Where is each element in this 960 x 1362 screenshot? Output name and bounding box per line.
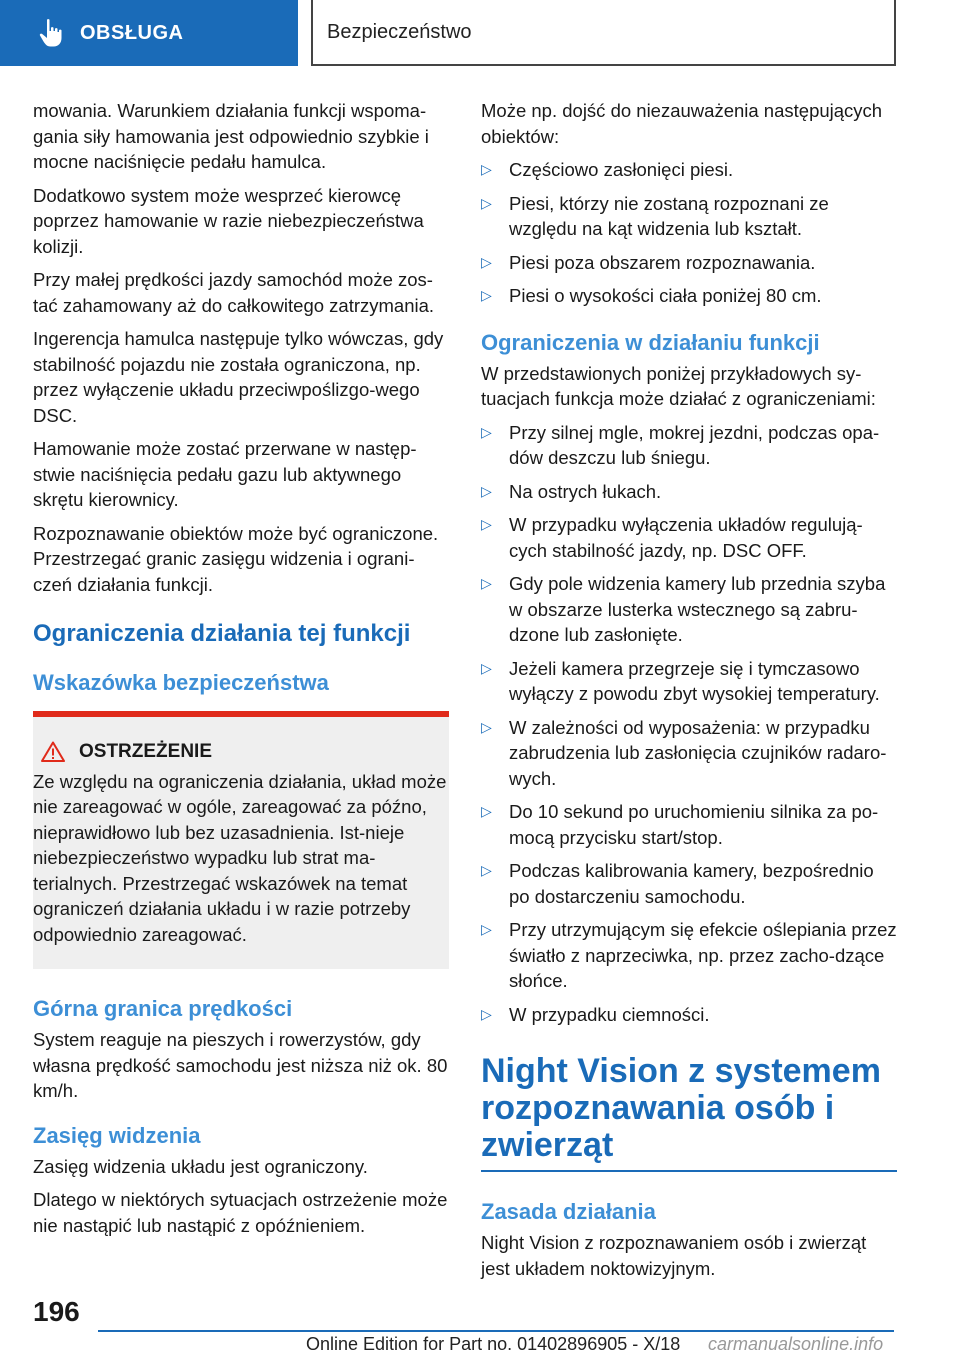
subheading-operating-principle: Zasada działania bbox=[481, 1199, 656, 1224]
list-item: ▷ Na ostrych łukach. bbox=[481, 479, 897, 505]
paragraph: Może np. dojść do niezauważenia następujących obiektów: bbox=[481, 100, 883, 147]
warning-title-text: OSTRZEŻENIE bbox=[79, 741, 213, 762]
bullet-triangle-icon: ▷ bbox=[481, 161, 492, 177]
list-item: ▷ W przypadku ciemności. bbox=[481, 1002, 897, 1028]
bullet-triangle-icon: ▷ bbox=[481, 482, 492, 499]
paragraph: Ingerencja hamulca następuje tylko wówczas, gdy stabilność pojazdu nie została ograniczona, np. przez wyłączenie układu przeciwpoślizgo-wego DSC. bbox=[33, 328, 444, 426]
list-item: ▷ Jeżeli kamera przegrzeje się i tymczasowo wyłączy z powodu zbyt wysokiej temperatury. bbox=[481, 657, 880, 704]
list-item: ▷ Do 10 sekund po uruchomieniu silnika za po-mocą przycisku start/stop. bbox=[481, 801, 879, 848]
paragraph: mowania. Warunkiem działania funkcji wspoma-gania siły hamowania jest odpowiednio szybkie i mocne naciśnięcie pedału hamulca. bbox=[33, 100, 429, 172]
bullet-triangle-icon: ▷ bbox=[481, 253, 492, 270]
subheading-function-limitations: Ograniczenia w działaniu funkcji bbox=[481, 329, 820, 355]
warning-title bbox=[33, 739, 449, 765]
warning-box bbox=[33, 711, 449, 969]
footer-divider bbox=[98, 1330, 894, 1332]
bullet-triangle-icon: ▷ bbox=[481, 287, 492, 303]
paragraph: Hamowanie może zostać przerwane w następ-stwie naciśnięcia pedału gazu lub aktywnego skrętu kierownicy. bbox=[33, 438, 417, 510]
bullet-triangle-icon: ▷ bbox=[481, 423, 492, 440]
page-number: 196 bbox=[33, 1296, 80, 1327]
list-item: ▷ W zależności od wyposażenia: w przypadku zabrudzenia lub zasłonięcia czujników radaro-wych. bbox=[481, 716, 887, 789]
chapter-heading-night-vision: Night Vision z systemem rozpoznawania osób i zwierząt bbox=[481, 1053, 897, 1172]
limitations-list bbox=[481, 420, 897, 1028]
bullet-triangle-icon: ▷ bbox=[481, 862, 492, 878]
subheading-safety-note: Wskazówka bezpieczeństwa bbox=[33, 670, 329, 695]
objects-list bbox=[481, 157, 897, 309]
footer-edition: Online Edition for Part no. 01402896905 - X/18 bbox=[306, 1334, 681, 1354]
hand-pointer-icon bbox=[38, 18, 64, 48]
left-column bbox=[33, 98, 449, 1246]
bullet-triangle-icon: ▷ bbox=[481, 194, 492, 211]
bullet-triangle-icon: ▷ bbox=[481, 718, 492, 735]
bullet-triangle-icon: ▷ bbox=[481, 1005, 492, 1022]
paragraph: Zasięg widzenia układu jest ograniczony. bbox=[33, 1155, 368, 1177]
bullet-triangle-icon: ▷ bbox=[481, 921, 492, 937]
list-item: ▷ Piesi, którzy nie zostaną rozpoznani ze względu na kąt widzenia lub kształt. bbox=[481, 192, 829, 239]
paragraph: Dlatego w niektórych sytuacjach ostrzeżenie może nie nastąpić lub nastąpić z opóźnieniem. bbox=[33, 1189, 448, 1236]
watermark-logo: carmanualsonline.info bbox=[708, 1334, 884, 1354]
list-item: ▷ Piesi o wysokości ciała poniżej 80 cm. bbox=[481, 283, 897, 309]
list-item: ▷ W przypadku wyłączenia układów regulują-cych stabilność jazdy, np. DSC OFF. bbox=[481, 514, 863, 561]
paragraph: W przedstawionych poniżej przykładowych sy-tuacjach funkcja może działać z ograniczeniami: bbox=[481, 362, 876, 409]
list-item: ▷ Przy silnej mgle, mokrej jezdni, podczas opa-dów deszczu lub śniegu. bbox=[481, 421, 880, 468]
bullet-triangle-icon: ▷ bbox=[481, 803, 492, 819]
list-item: ▷ Gdy pole widzenia kamery lub przednia szyba w obszarze lusterka wstecznego są zabru-dzone lub zasłonięte. bbox=[481, 573, 886, 645]
list-item: ▷ Przy utrzymującym się efekcie oślepiania przez światło z naprzeciwka, np. przez zacho-dzące słońce. bbox=[481, 919, 897, 991]
paragraph: Rozpoznawanie obiektów może być ograniczone. Przestrzegać granic zasięgu widzenia i ograni-czeń działania funkcji. bbox=[33, 522, 439, 595]
list-item: ▷ Piesi poza obszarem rozpoznawania. bbox=[481, 250, 897, 276]
bullet-triangle-icon: ▷ bbox=[481, 659, 492, 676]
section-tab-label: OBSŁUGA bbox=[80, 21, 184, 44]
section-tab-operation[interactable] bbox=[0, 0, 298, 66]
chapter-title: Bezpieczeństwo bbox=[311, 0, 896, 66]
page-header bbox=[0, 0, 960, 66]
paragraph: System reaguje na pieszych i rowerzystów, gdy własna prędkość samochodu jest niższa niż ok. 80 km/h. bbox=[33, 1029, 448, 1101]
section-heading-function-limits: Ograniczenia działania tej funkcji bbox=[33, 620, 411, 647]
subheading-range-of-vision: Zasięg widzenia bbox=[33, 1122, 201, 1148]
warning-triangle-icon bbox=[41, 741, 65, 762]
bullet-triangle-icon: ▷ bbox=[481, 575, 492, 591]
warning-text: Ze względu na ograniczenia działania, układ może nie zareagować w ogóle, zareagować za późno, nieprawidłowo lub bez uzasadnienia. Ist-nieje niebezpieczeństwo wypadku lub strat ma-terialnych. Przestrzegać wskazówek na temat ograniczeń działania układu i w razie potrzeby odpowiednio zareagować. bbox=[33, 770, 447, 945]
subheading-speed-limit: Górna granica prędkości bbox=[33, 996, 293, 1021]
paragraph: Dodatkowo system może wesprzeć kierowcę poprzez hamowanie w razie niebezpieczeństwa kolizji. bbox=[33, 184, 424, 257]
right-column bbox=[481, 98, 897, 1289]
paragraph: Przy małej prędkości jazdy samochód może zos-tać zahamowany aż do całkowitego zatrzymania. bbox=[33, 269, 435, 316]
bullet-triangle-icon: ▷ bbox=[481, 516, 492, 532]
paragraph: Night Vision z rozpoznawaniem osób i zwierząt jest układem noktowizyjnym. bbox=[481, 1232, 867, 1279]
list-item: ▷ Podczas kalibrowania kamery, bezpośrednio po dostarczeniu samochodu. bbox=[481, 860, 874, 907]
list-item: ▷ Częściowo zasłonięci piesi. bbox=[481, 157, 897, 183]
